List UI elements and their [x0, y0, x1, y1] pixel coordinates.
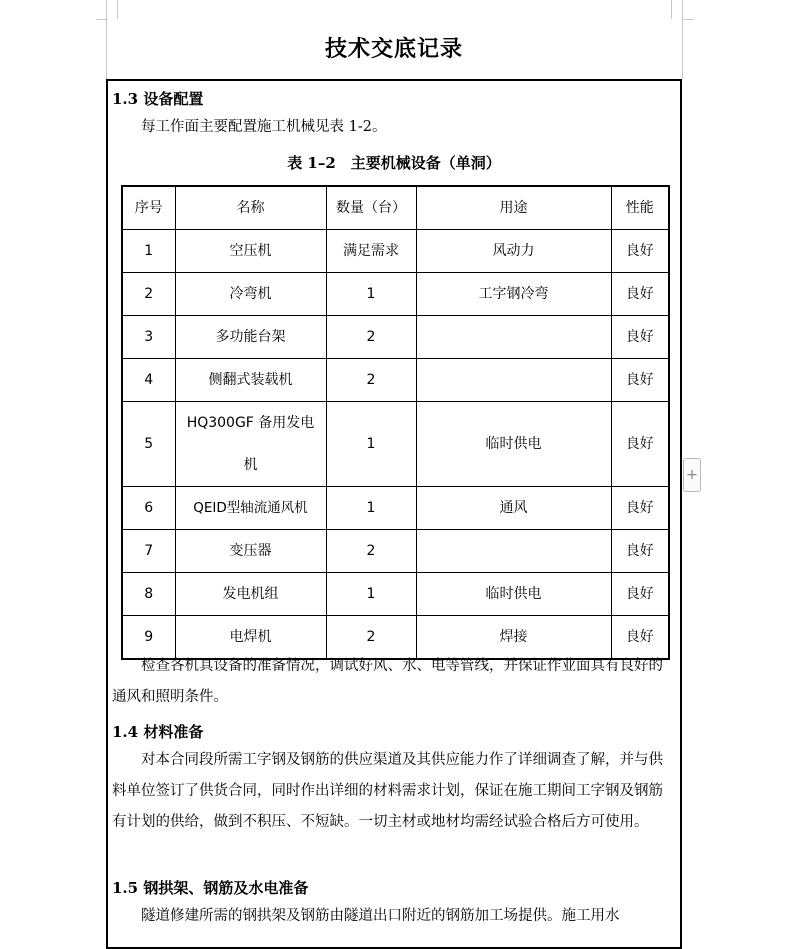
cell-quantity: 1	[326, 273, 416, 316]
section-1-3-heading: 1.3 设备配置	[112, 90, 204, 108]
cell-quantity: 1	[326, 573, 416, 616]
header-performance: 性能	[611, 186, 669, 230]
cell-use: 风动力	[416, 230, 611, 273]
cell-use: 临时供电	[416, 402, 611, 487]
cell-name: QEID型轴流通风机	[175, 487, 326, 530]
table-row	[122, 230, 669, 273]
cell-no: 9	[122, 616, 175, 660]
cell-quantity: 2	[326, 530, 416, 573]
cell-name: HQ300GF 备用发电机	[175, 402, 326, 487]
cell-quantity: 2	[326, 359, 416, 402]
cell-quantity: 满足需求	[326, 230, 416, 273]
section-1-5-heading: 1.5 钢拱架、钢筋及水电准备	[112, 879, 309, 897]
header-name: 名称	[175, 186, 326, 230]
table-row	[122, 273, 669, 316]
table-row	[122, 316, 669, 359]
margin-corner-top-left	[96, 19, 106, 20]
equipment-table	[121, 185, 670, 660]
cell-no: 5	[122, 402, 175, 487]
section-1-4-body: 对本合同段所需工字钢及钢筋的供应渠道及其供应能力作了详细调查了解，并与供料单位签订了供货合同，同时作出详细的材料需求计划，保证在施工期间工字钢及钢筋有计划的供给，做到不积压、不短缺。一切主材或地材均需经试验合格后方可使用。	[112, 752, 663, 830]
cell-use: 通风	[416, 487, 611, 530]
cell-name: 发电机组	[175, 573, 326, 616]
cell-use	[416, 359, 611, 402]
cell-performance: 良好	[611, 230, 669, 273]
table-row	[122, 402, 669, 487]
cell-quantity: 2	[326, 616, 416, 660]
table-row	[122, 573, 669, 616]
page-title: 技术交底记录	[324, 36, 463, 62]
cell-name: 空压机	[175, 230, 326, 273]
cell-name: 电焊机	[175, 616, 326, 660]
cell-name: 侧翻式装载机	[175, 359, 326, 402]
table-row	[122, 487, 669, 530]
cell-quantity: 1	[326, 402, 416, 487]
cell-performance: 良好	[611, 273, 669, 316]
cell-name: 变压器	[175, 530, 326, 573]
cell-no: 7	[122, 530, 175, 573]
cell-performance: 良好	[611, 359, 669, 402]
cell-quantity: 2	[326, 316, 416, 359]
cell-no: 1	[122, 230, 175, 273]
section-1-3-intro: 每工作面主要配置施工机械见表 1-2。	[141, 119, 387, 135]
margin-corner-tick-right	[671, 0, 672, 19]
section-1-4-heading: 1.4 材料准备	[112, 723, 204, 741]
margin-corner-tick-left	[117, 0, 118, 19]
header-use: 用途	[416, 186, 611, 230]
cell-performance: 良好	[611, 573, 669, 616]
header-quantity: 数量（台）	[326, 186, 416, 230]
cell-no: 6	[122, 487, 175, 530]
cell-performance: 良好	[611, 402, 669, 487]
add-row-plus-icon[interactable]: +	[683, 458, 701, 492]
table-header-row	[122, 186, 669, 230]
header-no: 序号	[122, 186, 175, 230]
table-row	[122, 359, 669, 402]
cell-use: 焊接	[416, 616, 611, 660]
cell-use: 工字钢冷弯	[416, 273, 611, 316]
after-table-paragraph: 检查各机具设备的准备情况，调试好风、水、电等管线，并保证作业面具有良好的通风和照明条件。	[112, 658, 663, 705]
cell-performance: 良好	[611, 316, 669, 359]
cell-no: 3	[122, 316, 175, 359]
cell-use: 临时供电	[416, 573, 611, 616]
cell-name: 冷弯机	[175, 273, 326, 316]
cell-use	[416, 316, 611, 359]
cell-name: 多功能台架	[175, 316, 326, 359]
section-1-5-body: 隧道修建所需的钢拱架及钢筋由隧道出口附近的钢筋加工场提供。施工用水	[141, 908, 620, 924]
cell-no: 4	[122, 359, 175, 402]
cell-performance: 良好	[611, 616, 669, 660]
table-row	[122, 530, 669, 573]
table-caption: 表 1–2 主要机械设备（单洞）	[287, 154, 501, 172]
cell-performance: 良好	[611, 530, 669, 573]
cell-quantity: 1	[326, 487, 416, 530]
cell-performance: 良好	[611, 487, 669, 530]
margin-corner-top-right	[682, 19, 694, 20]
cell-use	[416, 530, 611, 573]
cell-no: 8	[122, 573, 175, 616]
cell-no: 2	[122, 273, 175, 316]
